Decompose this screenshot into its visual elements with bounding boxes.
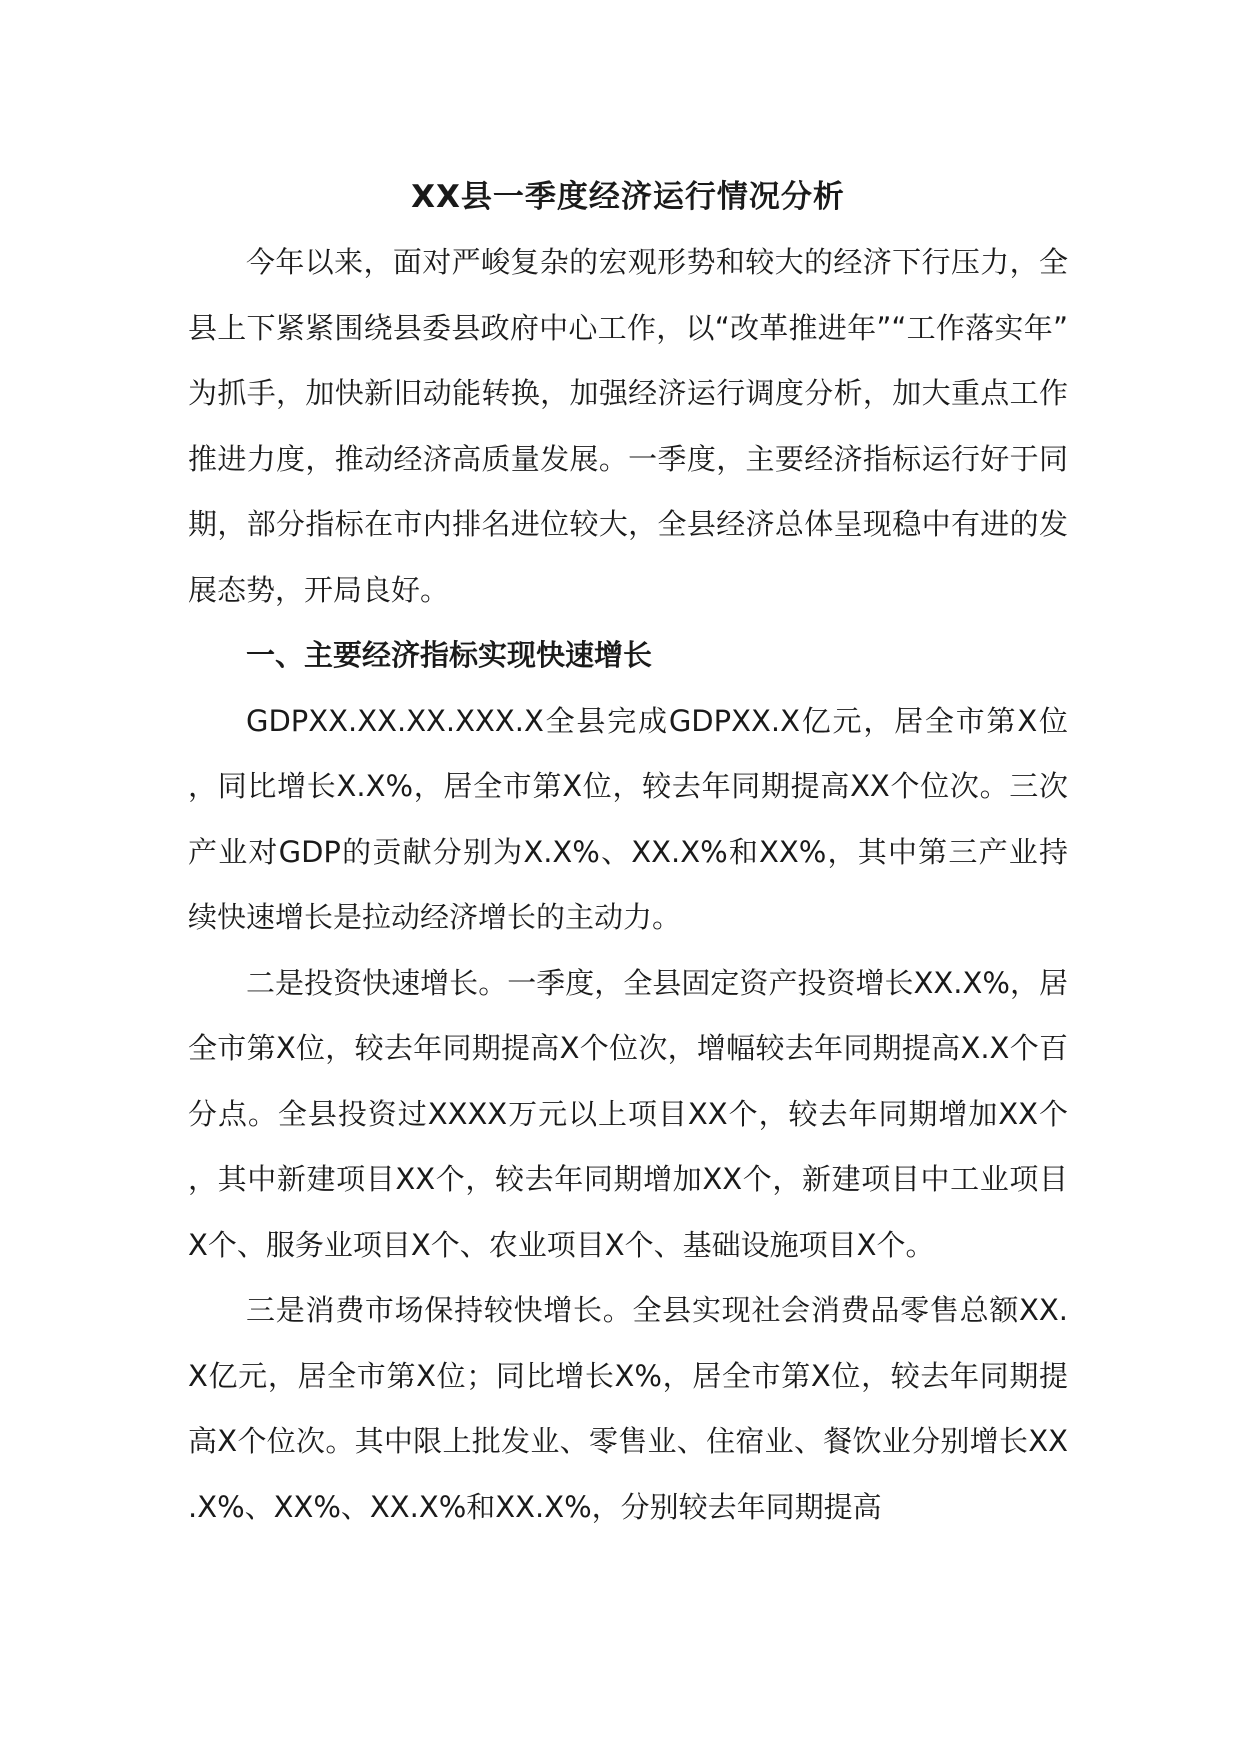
investment-paragraph: 二是投资快速增长。一季度，全县固定资产投资增长XX.X%，居全市第X位，较去年同期提高X个位次，增幅较去年同期提高X.X个百分点。全县投资过XXXX万元以上项目XX个，较去年同期增加XX个，其中新建项目XX个，较去年同期增加XX个，新建项目中工业项目X个、服务业项目X个、农业项目X个、基础设施项目X个。: [188, 965, 1068, 1262]
consumption-paragraph: 三是消费市场保持较快增长。全县实现社会消费品零售总额XX.X亿元，居全市第X位；同比增长X%，居全市第X位，较去年同期提高X个位次。其中限上批发业、零售业、住宿业、餐饮业分别增长XX.X%、XX%、XX.X%和XX.X%，分别较去年同期提高: [188, 1293, 1068, 1524]
section-heading: 一、主要经济指标实现快速增长: [246, 638, 653, 672]
intro-paragraph: 今年以来，面对严峻复杂的宏观形势和较大的经济下行压力，全县上下紧紧围绕县委县政府中心工作，以“改革推进年”“工作落实年”为抓手，加快新旧动能转换，加强经济运行调度分析，加大重点工作推进力度，推动经济高质量发展。一季度，主要经济指标运行好于同期，部分指标在市内排名进位较大，全县经济总体呈现稳中有进的发展态势，开局良好。: [188, 245, 1068, 607]
gdp-paragraph: GDPXX.XX.XX.XXX.X全县完成GDPXX.X亿元，居全市第X位，同比增长X.X%，居全市第X位，较去年同期提高XX个位次。三次产业对GDP的贡献分别为X.X%、XX.X%和XX%，其中第三产业持续快速增长是拉动经济增长的主动力。: [188, 703, 1068, 934]
document-title: XX县一季度经济运行情况分析: [411, 179, 845, 215]
document-body: [188, 170, 1068, 1540]
